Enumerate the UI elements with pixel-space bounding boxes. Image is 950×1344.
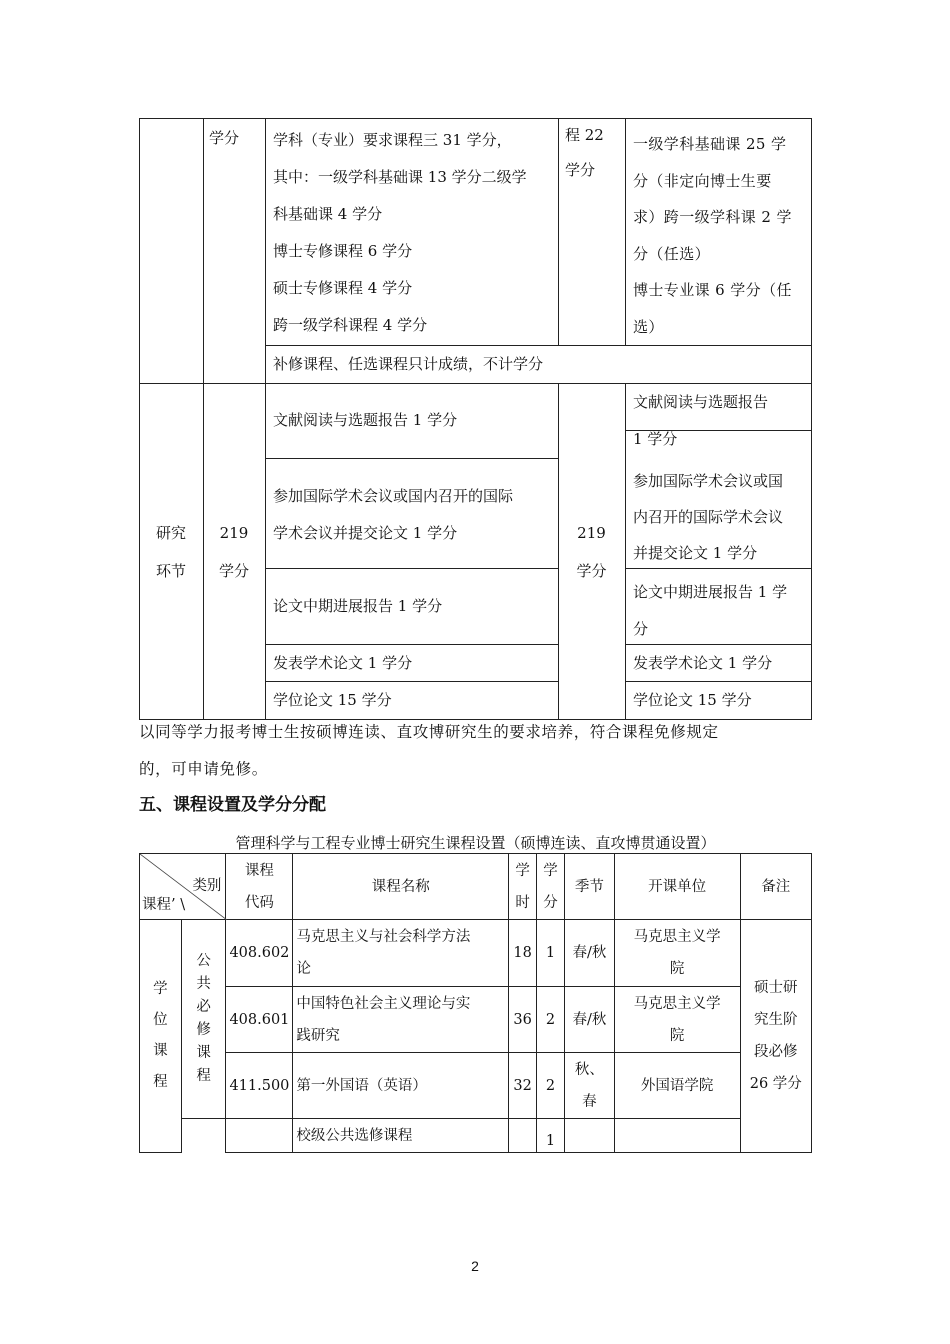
credit-table <box>139 118 812 720</box>
course-hours: 18 <box>509 920 537 987</box>
course-hours <box>509 1119 537 1153</box>
table-row <box>140 1053 812 1119</box>
course-unit: 马克思主义学 院 <box>614 987 740 1053</box>
page-number: 2 <box>471 1258 479 1274</box>
course-remark: 硕士研 究生阶 段必修 26 学分 <box>740 920 812 1153</box>
course-season <box>565 1119 615 1153</box>
course-season: 秋、 春 <box>565 1053 615 1119</box>
research-credits-left: 219 学分 <box>218 524 249 580</box>
research-item-right-4: 发表学术论文 1 学分 <box>633 654 773 672</box>
header-credit: 学 分 <box>537 854 565 920</box>
research-item-left-1: 文献阅读与选题报告 1 学分 <box>273 411 458 429</box>
course-code: 411.500 <box>226 1053 293 1119</box>
group-public-required: 公 共 必 修 课 程 <box>181 920 226 1119</box>
top-credit-label: 学分 <box>209 129 240 147</box>
table-row <box>140 987 812 1053</box>
course-credit: 2 <box>537 987 565 1053</box>
research-item-left-2: 参加国际学术会议或国内召开的国际 学术会议并提交论文 1 学分 <box>273 487 514 542</box>
research-item-left-5: 学位论文 15 学分 <box>273 691 392 709</box>
course-credit: 2 <box>537 1053 565 1119</box>
header-unit: 开课单位 <box>614 854 740 920</box>
header-category: 类别 <box>192 878 222 894</box>
course-season: 春/秋 <box>565 920 615 987</box>
research-item-right-1: 文献阅读与选题报告 1 学分 <box>633 393 769 448</box>
remedial-note: 补修课程、任选课程只计成绩，不计学分 <box>273 355 544 373</box>
course-name: 第一外国语（英语） <box>293 1053 509 1119</box>
course-code <box>226 1119 293 1153</box>
header-remark: 备注 <box>740 854 812 920</box>
course-name: 校级公共选修课程 <box>293 1119 509 1153</box>
table-row <box>140 920 812 987</box>
header-season: 季节 <box>565 854 615 920</box>
research-item-right-5: 学位论文 15 学分 <box>633 691 752 709</box>
course-season: 春/秋 <box>565 987 615 1053</box>
header-name: 课程名称 <box>293 854 509 920</box>
course-hours: 32 <box>509 1053 537 1119</box>
course-name: 中国特色社会主义理论与实 践研究 <box>293 987 509 1053</box>
course-unit: 马克思主义学 院 <box>614 920 740 987</box>
research-item-left-4: 发表学术论文 1 学分 <box>273 654 413 672</box>
table-caption: 管理科学与工程专业博士研究生课程设置（硕博连读、直攻博贯通设置） <box>235 834 716 852</box>
research-item-left-3: 论文中期进展报告 1 学分 <box>273 597 443 615</box>
course-code: 408.602 <box>226 920 293 987</box>
course-name: 马克思主义与社会科学方法 论 <box>293 920 509 987</box>
research-credits-right: 219 学分 <box>576 524 607 580</box>
phd-course-requirements: 一级学科基础课 25 学 分（非定向博士生要 求）跨一级学科课 2 学 分（任选） 博士专业课 6 学分（任 选） <box>633 135 792 336</box>
phd-course-credit: 程 22 学分 <box>565 126 604 179</box>
research-label: 研究 环节 <box>155 524 186 580</box>
research-item-right-2: 参加国际学术会议或国 内召开的国际学术会议 并提交论文 1 学分 <box>633 472 784 562</box>
header-code: 课程 代码 <box>226 854 293 920</box>
master-course-requirements: 学科（专业）要求课程三 31 学分， 其中：一级学科基础课 13 学分二级学 科基础课 4 学分 博士专修课程 6 学分 硕士专修课程 4 学分 跨一级学科课程 4 学分 <box>273 131 527 334</box>
group-degree-course: 学 位 课 程 <box>140 920 182 1153</box>
research-item-right-3: 论文中期进展报告 1 学 分 <box>633 583 788 638</box>
course-credit: 1 <box>537 920 565 987</box>
course-hours: 36 <box>509 987 537 1053</box>
header-course: 课程’ \ <box>142 897 186 913</box>
course-unit <box>614 1119 740 1153</box>
header-diagonal-cell <box>140 854 226 920</box>
course-credit: 1 <box>537 1119 565 1153</box>
course-table <box>139 853 812 1153</box>
table-row <box>140 1119 812 1153</box>
course-code: 408.601 <box>226 987 293 1053</box>
exemption-paragraph: 以同等学力报考博士生按硕博连读、直攻博研究生的要求培养，符合课程免修规定 的，可申请免修。 <box>139 723 719 778</box>
course-unit: 外国语学院 <box>614 1053 740 1119</box>
section-title: 五、课程设置及学分分配 <box>139 795 326 815</box>
header-hours: 学 时 <box>509 854 537 920</box>
